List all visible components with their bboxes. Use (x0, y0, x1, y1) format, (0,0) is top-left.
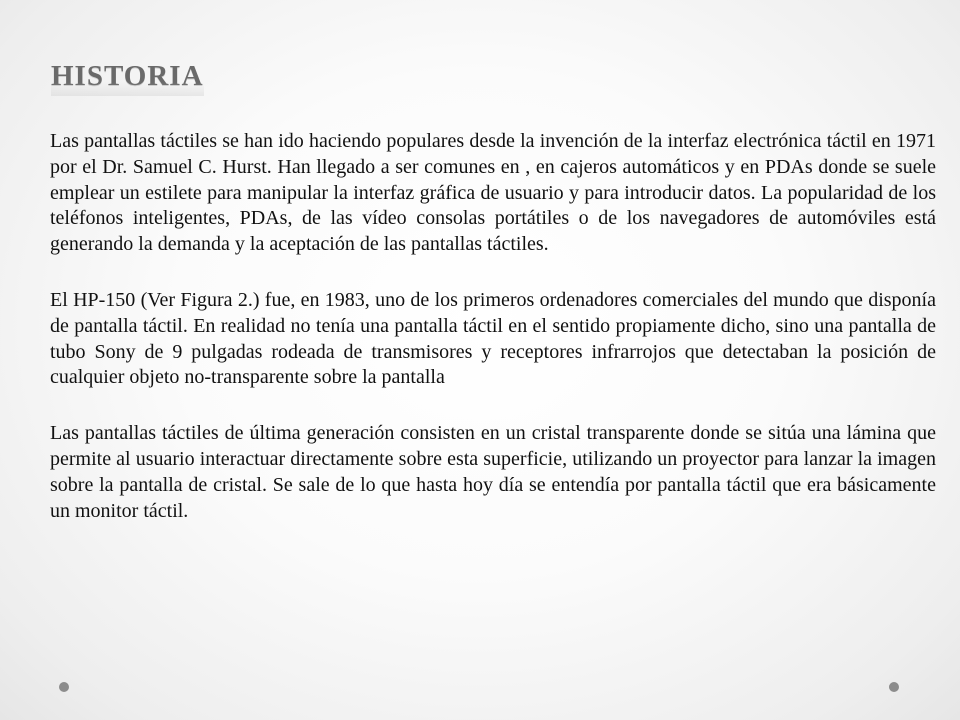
slide-title: HISTORIA (51, 58, 204, 96)
paragraph-3: Las pantallas táctiles de última generación consisten en un cristal transparente donde se sitúa una lámina que permite al usuario interactuar directamente sobre esta superficie, utilizando un proyector para lanzar la imagen sobre la pantalla de cristal. Se sale de lo que hasta hoy día se entendía por pantalla táctil que era básicamente un monitor táctil. (50, 422, 936, 522)
paragraph-1: Las pantallas táctiles se han ido haciendo populares desde la invención de la interfaz electrónica táctil en 1971 por el Dr. Samuel C. Hurst. Han llegado a ser comunes en , en cajeros automáticos y en PDAs donde se suele emplear un estilete para manipular la interfaz gráfica de usuario y para introducir datos. La popularidad de los teléfonos inteligentes, PDAs, de las vídeo consolas portátiles o de los navegadores de automóviles está generando la demanda y la aceptación de las pantallas táctiles. (50, 130, 936, 256)
decorative-dot-left (59, 682, 69, 692)
decorative-dot-right (889, 682, 899, 692)
slide-body (50, 129, 936, 554)
paragraph-2: El HP-150 (Ver Figura 2.) fue, en 1983, uno de los primeros ordenadores comerciales del mundo que disponía de pantalla táctil. En realidad no tenía una pantalla táctil en el sentido propiamente dicho, sino una pantalla de tubo Sony de 9 pulgadas rodeada de transmisores y receptores infrarrojos que detectaban la posición de cualquier objeto no-transparente sobre la pantalla (50, 288, 936, 389)
